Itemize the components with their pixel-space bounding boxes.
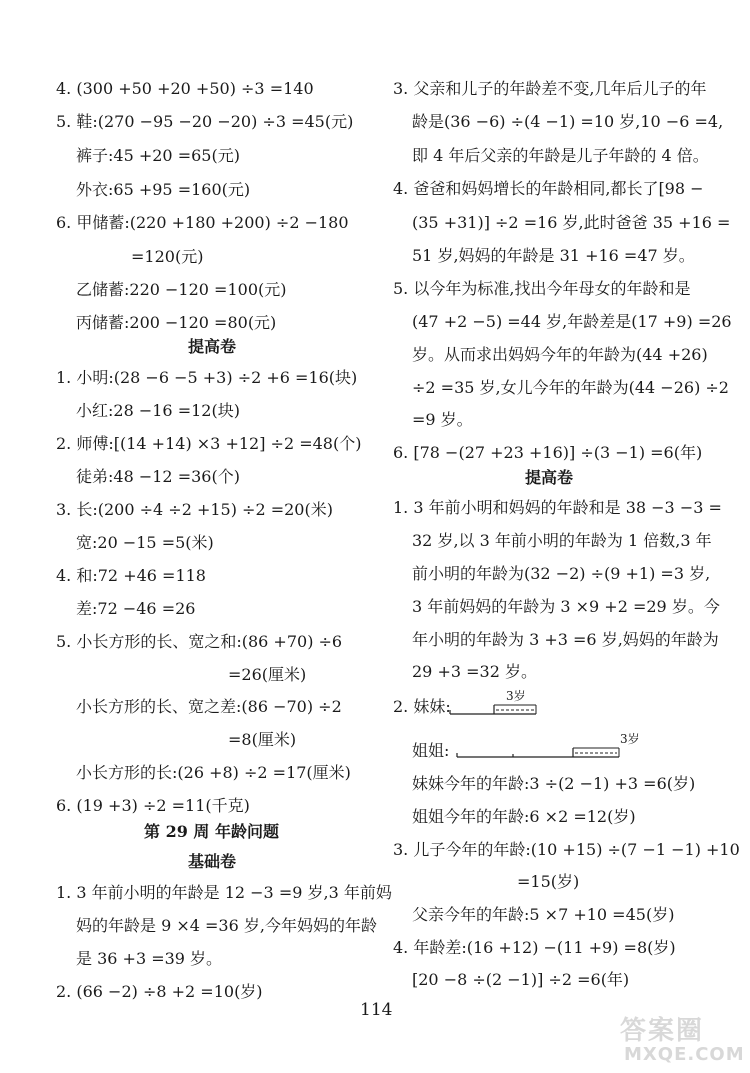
answer-line: =26(厘米): [228, 665, 307, 684]
answer-line: 29 +3 =32 岁。: [412, 662, 537, 681]
answer-line: 4. 和:72 +46 =118: [56, 566, 206, 585]
answer-line: =120(元): [131, 247, 204, 266]
segment-label: 3岁: [506, 689, 526, 703]
answer-line: 岁。从而求出妈妈今年的年龄为(44 +26): [412, 345, 708, 364]
answer-line: 即 4 年后父亲的年龄是儿子年龄的 4 倍。: [412, 146, 709, 165]
answer-line: 5. 鞋:(270 −95 −20 −20) ÷3 =45(元): [56, 112, 354, 131]
answer-line: (47 +2 −5) =44 岁,年龄差是(17 +9) =26: [412, 312, 732, 331]
answer-line: =9 岁。: [412, 410, 473, 429]
answer-line: 小长方形的长:(26 +8) ÷2 =17(厘米): [76, 763, 351, 782]
page-number: 114: [360, 1000, 393, 1020]
answer-line: 4. 爸爸和妈妈增长的年龄相同,都长了[98 −: [393, 179, 704, 198]
chapter-heading: 第 29 周 年龄问题: [144, 822, 279, 841]
answer-line: 龄是(36 −6) ÷(4 −1) =10 岁,10 −6 =4,: [412, 112, 724, 131]
answer-line: 妹妹今年的年龄:3 ÷(2 −1) +3 =6(岁): [412, 774, 696, 793]
answer-line: (35 +31)] ÷2 =16 岁,此时爸爸 35 +16 =: [412, 213, 731, 232]
answer-line: [20 −8 ÷(2 −1)] ÷2 =6(年): [412, 970, 630, 989]
answer-line: 6. 甲储蓄:(220 +180 +200) ÷2 −180: [56, 213, 349, 232]
answer-line: 丙储蓄:200 −120 =80(元): [76, 313, 277, 332]
answer-line: 父亲今年的年龄:5 ×7 +10 =45(岁): [412, 905, 675, 924]
answer-line: 1. 小明:(28 −6 −5 +3) ÷2 +6 =16(块): [56, 368, 358, 387]
answer-line: 6. [78 −(27 +23 +16)] ÷(3 −1) =6(年): [393, 443, 703, 462]
segment-diagram-sister: [448, 696, 548, 720]
answer-line: 是 36 +3 =39 岁。: [76, 949, 223, 968]
answer-line: 姐姐今年的年龄:6 ×2 =12(岁): [412, 807, 636, 826]
answer-line: 3 年前妈妈的年龄为 3 ×9 +2 =29 岁。今: [412, 597, 720, 616]
answer-line: 5. 以今年为标准,找出今年母女的年龄和是: [393, 279, 691, 298]
answer-line: 1. 3 年前小明和妈妈的年龄和是 38 −3 −3 =: [393, 498, 722, 517]
watermark-url: MXQE.COM: [624, 1044, 745, 1065]
answer-line: 小红:28 −16 =12(块): [76, 401, 240, 420]
answer-line: 6. (19 +3) ÷2 =11(千克): [56, 796, 250, 815]
section-heading: 基础卷: [188, 852, 237, 871]
answer-line: 4. (300 +50 +20 +50) ÷3 =140: [56, 79, 314, 98]
answer-line: 2. (66 −2) ÷8 +2 =10(岁): [56, 982, 263, 1001]
answer-line: 1. 3 年前小明的年龄是 12 −3 =9 岁,3 年前妈: [56, 883, 392, 902]
answer-line: 年小明的年龄为 3 +3 =6 岁,妈妈的年龄为: [412, 630, 719, 649]
answer-line: 裤子:45 +20 =65(元): [76, 146, 240, 165]
answer-line: 3. 长:(200 ÷4 ÷2 +15) ÷2 =20(米): [56, 500, 333, 519]
answer-line: =8(厘米): [228, 730, 297, 749]
diagram-label-elder-sister: 姐姐:: [412, 741, 450, 760]
answer-line: 妈的年龄是 9 ×4 =36 岁,今年妈妈的年龄: [76, 916, 377, 935]
answer-line: 差:72 −46 =26: [76, 599, 196, 618]
watermark-text: 答案圈: [620, 1016, 705, 1046]
answer-line: 3. 儿子今年的年龄:(10 +15) ÷(7 −1 −1) +10: [393, 840, 740, 859]
answer-line: 乙储蓄:220 −120 =100(元): [76, 280, 287, 299]
answer-line: 宽:20 −15 =5(米): [76, 533, 214, 552]
segment-diagram-elder-sister: [455, 739, 635, 763]
segment-label: 3岁: [620, 732, 640, 746]
diagram-label-sister: 2. 妹妹:: [393, 697, 451, 716]
answer-line: 4. 年龄差:(16 +12) −(11 +9) =8(岁): [393, 938, 676, 957]
answer-line: 徒弟:48 −12 =36(个): [76, 467, 240, 486]
answer-line: 32 岁,以 3 年前小明的年龄为 1 倍数,3 年: [412, 531, 712, 550]
watermark-logo: [620, 1010, 750, 1070]
answer-line: 3. 父亲和儿子的年龄差不变,几年后儿子的年: [393, 79, 707, 98]
answer-line: =15(岁): [517, 872, 580, 891]
answer-line: 外衣:65 +95 =160(元): [76, 180, 251, 199]
answer-line: 5. 小长方形的长、宽之和:(86 +70) ÷6: [56, 632, 343, 651]
section-heading: 提高卷: [188, 337, 237, 356]
answer-line: 51 岁,妈妈的年龄是 31 +16 =47 岁。: [412, 246, 695, 265]
answer-line: 前小明的年龄为(32 −2) ÷(9 +1) =3 岁,: [412, 564, 711, 583]
answer-line: ÷2 =35 岁,女儿今年的年龄为(44 −26) ÷2: [412, 378, 729, 397]
answer-line: 小长方形的长、宽之差:(86 −70) ÷2: [76, 697, 342, 716]
section-heading: 提高卷: [525, 468, 574, 487]
answer-line: 2. 师傅:[(14 +14) ×3 +12] ÷2 =48(个): [56, 434, 362, 453]
